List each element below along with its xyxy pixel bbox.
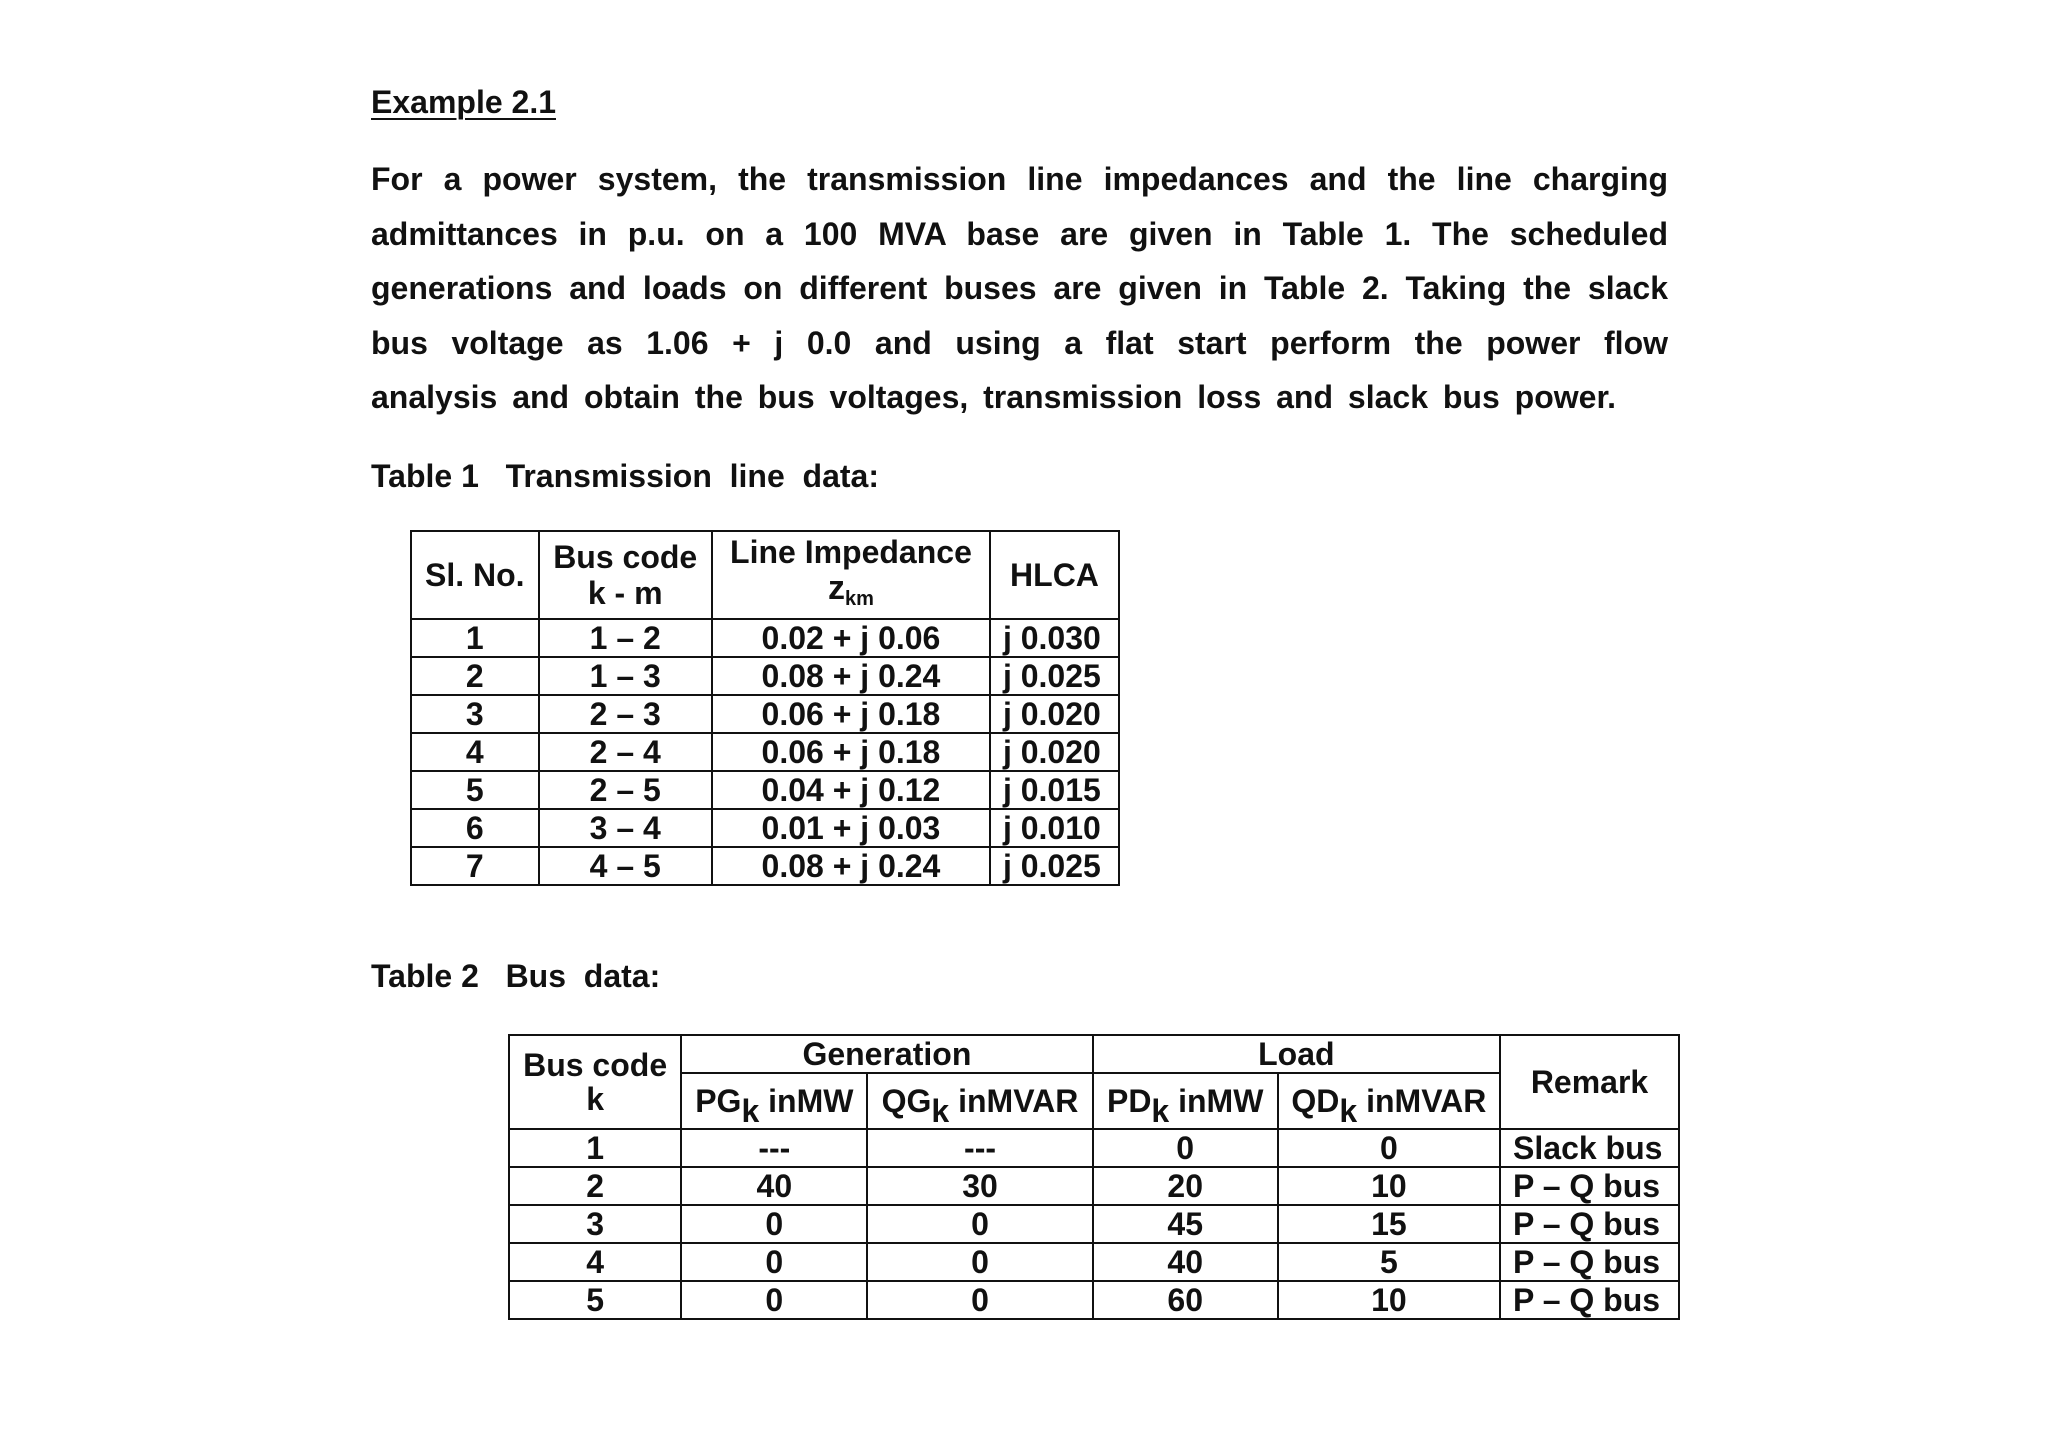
cell-sl-no: 2 [411, 657, 539, 695]
cell-bus-code: 1 [509, 1129, 681, 1167]
header-bus-code-k [509, 1035, 681, 1129]
cell-impedance: 0.08 + j 0.24 [712, 847, 990, 885]
cell-qg: 30 [867, 1167, 1092, 1205]
cell-sl-no: 4 [411, 733, 539, 771]
pg-prefix: PG [695, 1083, 742, 1119]
cell-pd: 60 [1093, 1281, 1278, 1319]
cell-hlca: j 0.020 [990, 733, 1119, 771]
cell-qd: 10 [1278, 1281, 1500, 1319]
cell-bus-code: 1 – 2 [539, 619, 712, 657]
cell-remark: P – Q bus [1500, 1281, 1679, 1319]
table-row [411, 695, 1119, 733]
qd-prefix: QD [1291, 1083, 1340, 1119]
cell-impedance: 0.06 + j 0.18 [712, 695, 990, 733]
header-line-impedance [712, 531, 990, 619]
header-bus-code-line2: k - m [587, 575, 663, 611]
table-row [509, 1281, 1679, 1319]
cell-qd: 15 [1278, 1205, 1500, 1243]
cell-bus-code: 1 – 3 [539, 657, 712, 695]
cell-pd: 0 [1093, 1129, 1278, 1167]
cell-bus-code: 4 [509, 1243, 681, 1281]
cell-pg: 0 [681, 1243, 867, 1281]
header-bus-code-k-line1: Bus code [523, 1047, 668, 1083]
cell-impedance: 0.08 + j 0.24 [712, 657, 990, 695]
impedance-z: z [827, 568, 845, 607]
qg-suffix: inMVAR [949, 1083, 1079, 1119]
header-impedance-line1: Line Impedance [730, 533, 972, 570]
cell-hlca: j 0.020 [990, 695, 1119, 733]
table2-caption: Table 2 Bus data: [371, 958, 661, 994]
header-remark: Remark [1500, 1035, 1679, 1129]
qg-subscript: k [931, 1093, 950, 1129]
cell-bus-code: 4 – 5 [539, 847, 712, 885]
cell-pd: 40 [1093, 1243, 1278, 1281]
cell-pg: --- [681, 1129, 867, 1167]
cell-qd: 0 [1278, 1129, 1500, 1167]
table-row [509, 1243, 1679, 1281]
table-row [411, 657, 1119, 695]
cell-bus-code: 3 [509, 1205, 681, 1243]
header-sl-no [411, 531, 539, 619]
cell-qg: 0 [867, 1243, 1092, 1281]
cell-hlca: j 0.015 [990, 771, 1119, 809]
table-row [411, 619, 1119, 657]
header-bus-code [539, 531, 712, 619]
header-pg [681, 1073, 867, 1129]
impedance-subscript: km [844, 587, 874, 610]
cell-bus-code: 2 [509, 1167, 681, 1205]
table-row [509, 1205, 1679, 1243]
qg-prefix: QG [881, 1083, 932, 1119]
cell-remark: P – Q bus [1500, 1167, 1679, 1205]
cell-pg: 0 [681, 1205, 867, 1243]
cell-bus-code: 2 – 3 [539, 695, 712, 733]
cell-sl-no: 3 [411, 695, 539, 733]
pd-suffix: inMW [1169, 1083, 1264, 1119]
cell-impedance: 0.02 + j 0.06 [712, 619, 990, 657]
header-load: Load [1093, 1035, 1500, 1073]
cell-qd: 5 [1278, 1243, 1500, 1281]
bus-data-table [508, 1034, 1680, 1320]
cell-sl-no: 1 [411, 619, 539, 657]
qd-subscript: k [1339, 1093, 1358, 1129]
header-hlca [990, 531, 1119, 619]
cell-pd: 45 [1093, 1205, 1278, 1243]
cell-impedance: 0.06 + j 0.18 [712, 733, 990, 771]
cell-remark: P – Q bus [1500, 1205, 1679, 1243]
cell-remark: P – Q bus [1500, 1243, 1679, 1281]
table-row [509, 1167, 1679, 1205]
table1-body [411, 619, 1119, 885]
cell-bus-code: 2 – 5 [539, 771, 712, 809]
header-bus-code-k-line2: k [586, 1081, 604, 1117]
header-impedance-symbol [713, 570, 989, 617]
cell-impedance: 0.04 + j 0.12 [712, 771, 990, 809]
cell-qg: 0 [867, 1281, 1092, 1319]
cell-sl-no: 5 [411, 771, 539, 809]
cell-hlca: j 0.010 [990, 809, 1119, 847]
table2-header-row-1 [509, 1035, 1679, 1073]
table1-header-row [411, 531, 1119, 619]
cell-qd: 10 [1278, 1167, 1500, 1205]
cell-bus-code: 2 – 4 [539, 733, 712, 771]
cell-remark: Slack bus [1500, 1129, 1679, 1167]
cell-pd: 20 [1093, 1167, 1278, 1205]
example-heading: Example 2.1 [371, 84, 556, 120]
header-qg [867, 1073, 1092, 1129]
header-generation: Generation [681, 1035, 1092, 1073]
cell-bus-code: 3 – 4 [539, 809, 712, 847]
table-row [411, 733, 1119, 771]
cell-pg: 40 [681, 1167, 867, 1205]
cell-hlca: j 0.030 [990, 619, 1119, 657]
header-qd [1278, 1073, 1500, 1129]
cell-bus-code: 5 [509, 1281, 681, 1319]
transmission-line-table [410, 530, 1120, 886]
cell-qg: 0 [867, 1205, 1092, 1243]
table-row [509, 1129, 1679, 1167]
table-row [411, 847, 1119, 885]
cell-sl-no: 6 [411, 809, 539, 847]
header-pd [1093, 1073, 1278, 1129]
table-row [411, 771, 1119, 809]
table1-caption: Table 1 Transmission line data: [371, 458, 879, 494]
pd-prefix: PD [1106, 1083, 1152, 1119]
cell-hlca: j 0.025 [990, 657, 1119, 695]
problem-statement: For a power system, the transmission line impedances and the line charging admittances in p.u. on a 100 MVA base are given in Table 1. The scheduled generations and loads on different buses are given in Table 2. Taking the slack bus voltage as 1.06 + j 0.0 and using a flat start perform the power flow analysis and obtain the bus voltages, transmission loss and slack bus power. [371, 161, 1668, 415]
cell-impedance: 0.01 + j 0.03 [712, 809, 990, 847]
pd-subscript: k [1151, 1093, 1170, 1129]
cell-hlca: j 0.025 [990, 847, 1119, 885]
table2-body [509, 1129, 1679, 1319]
qd-suffix: inMVAR [1357, 1083, 1487, 1119]
table-row [411, 809, 1119, 847]
cell-qg: --- [867, 1129, 1092, 1167]
header-hlca-text: HLCA [1010, 557, 1099, 593]
cell-sl-no: 7 [411, 847, 539, 885]
cell-pg: 0 [681, 1281, 867, 1319]
pg-suffix: inMW [759, 1083, 854, 1119]
header-bus-code-line1: Bus code [553, 539, 698, 575]
pg-subscript: k [741, 1093, 760, 1129]
header-sl-no-text: Sl. No. [424, 557, 525, 593]
